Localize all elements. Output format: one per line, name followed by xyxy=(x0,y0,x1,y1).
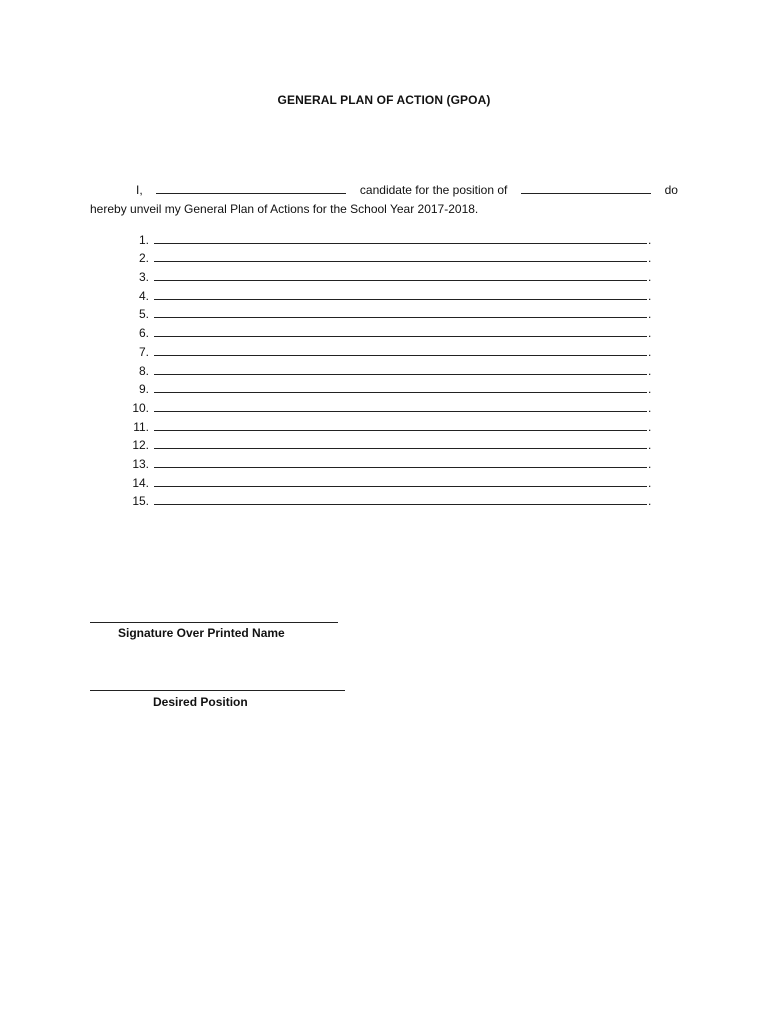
plan-items-list xyxy=(90,228,678,508)
plan-item-blank xyxy=(154,380,647,393)
plan-item xyxy=(90,490,678,509)
plan-item-number: 12. xyxy=(132,438,149,453)
intro-line-2: hereby unveil my General Plan of Actions for the School Year 2017-2018. xyxy=(90,202,479,216)
plan-item-number: 8. xyxy=(138,363,149,378)
plan-item-terminator: . xyxy=(648,382,652,397)
plan-item-blank xyxy=(154,362,647,375)
plan-item-blank xyxy=(154,287,647,300)
document-title: GENERAL PLAN OF ACTION (GPOA) xyxy=(277,93,491,107)
plan-item-number: 9. xyxy=(138,382,149,397)
plan-item xyxy=(90,265,678,284)
plan-item xyxy=(90,452,678,471)
plan-item-terminator: . xyxy=(648,363,652,378)
candidate-name-blank xyxy=(156,182,346,194)
plan-item xyxy=(90,303,678,322)
plan-item-terminator: . xyxy=(648,419,652,434)
plan-item-blank xyxy=(154,249,647,262)
plan-item-blank xyxy=(154,436,647,449)
desired-position-label: Desired Position xyxy=(153,695,248,709)
plan-item-number: 3. xyxy=(138,270,149,285)
plan-item xyxy=(90,378,678,397)
plan-item xyxy=(90,321,678,340)
plan-item-terminator: . xyxy=(648,344,652,359)
plan-item-blank xyxy=(154,492,647,505)
plan-item xyxy=(90,471,678,490)
plan-item-blank xyxy=(154,231,647,244)
plan-item-number: 14. xyxy=(132,475,149,490)
plan-item-number: 15. xyxy=(132,494,149,509)
plan-item-number: 4. xyxy=(138,288,149,303)
plan-item-terminator: . xyxy=(648,326,652,341)
plan-item-blank xyxy=(154,455,647,468)
plan-item-blank xyxy=(154,324,647,337)
plan-item-blank xyxy=(154,305,647,318)
plan-item xyxy=(90,228,678,247)
plan-item-number: 7. xyxy=(138,344,149,359)
plan-item xyxy=(90,340,678,359)
signature-label: Signature Over Printed Name xyxy=(118,626,285,640)
plan-item-terminator: . xyxy=(648,232,652,247)
plan-item-blank xyxy=(154,399,647,412)
plan-item-terminator: . xyxy=(648,251,652,266)
plan-item-number: 6. xyxy=(138,326,149,341)
plan-item-terminator: . xyxy=(648,400,652,415)
plan-item-terminator: . xyxy=(648,438,652,453)
signature-line xyxy=(90,622,338,623)
plan-item-terminator: . xyxy=(648,456,652,471)
plan-item-blank xyxy=(154,343,647,356)
plan-item-terminator: . xyxy=(648,494,652,509)
plan-item-blank xyxy=(154,268,647,281)
plan-item-number: 5. xyxy=(138,307,149,322)
plan-item-terminator: . xyxy=(648,288,652,303)
plan-item-number: 1. xyxy=(138,232,149,247)
plan-item-number: 11. xyxy=(133,419,149,434)
plan-item-number: 2. xyxy=(138,251,149,266)
plan-item xyxy=(90,247,678,266)
plan-item-terminator: . xyxy=(648,475,652,490)
intro-prefix: I, xyxy=(136,183,143,197)
plan-item xyxy=(90,359,678,378)
plan-item-terminator: . xyxy=(648,307,652,322)
plan-item-number: 13. xyxy=(132,456,149,471)
desired-position-line xyxy=(90,690,345,691)
plan-item-blank xyxy=(154,474,647,487)
plan-item-number: 10. xyxy=(132,400,149,415)
plan-item xyxy=(90,396,678,415)
intro-line-1 xyxy=(90,181,678,200)
plan-item xyxy=(90,415,678,434)
position-blank xyxy=(521,182,651,194)
plan-item xyxy=(90,434,678,453)
intro-paragraph xyxy=(90,181,678,219)
plan-item-blank xyxy=(154,418,647,431)
intro-middle-text: candidate for the position of xyxy=(359,183,508,197)
plan-item xyxy=(90,284,678,303)
intro-suffix: do xyxy=(664,183,678,197)
plan-item-terminator: . xyxy=(648,270,652,285)
